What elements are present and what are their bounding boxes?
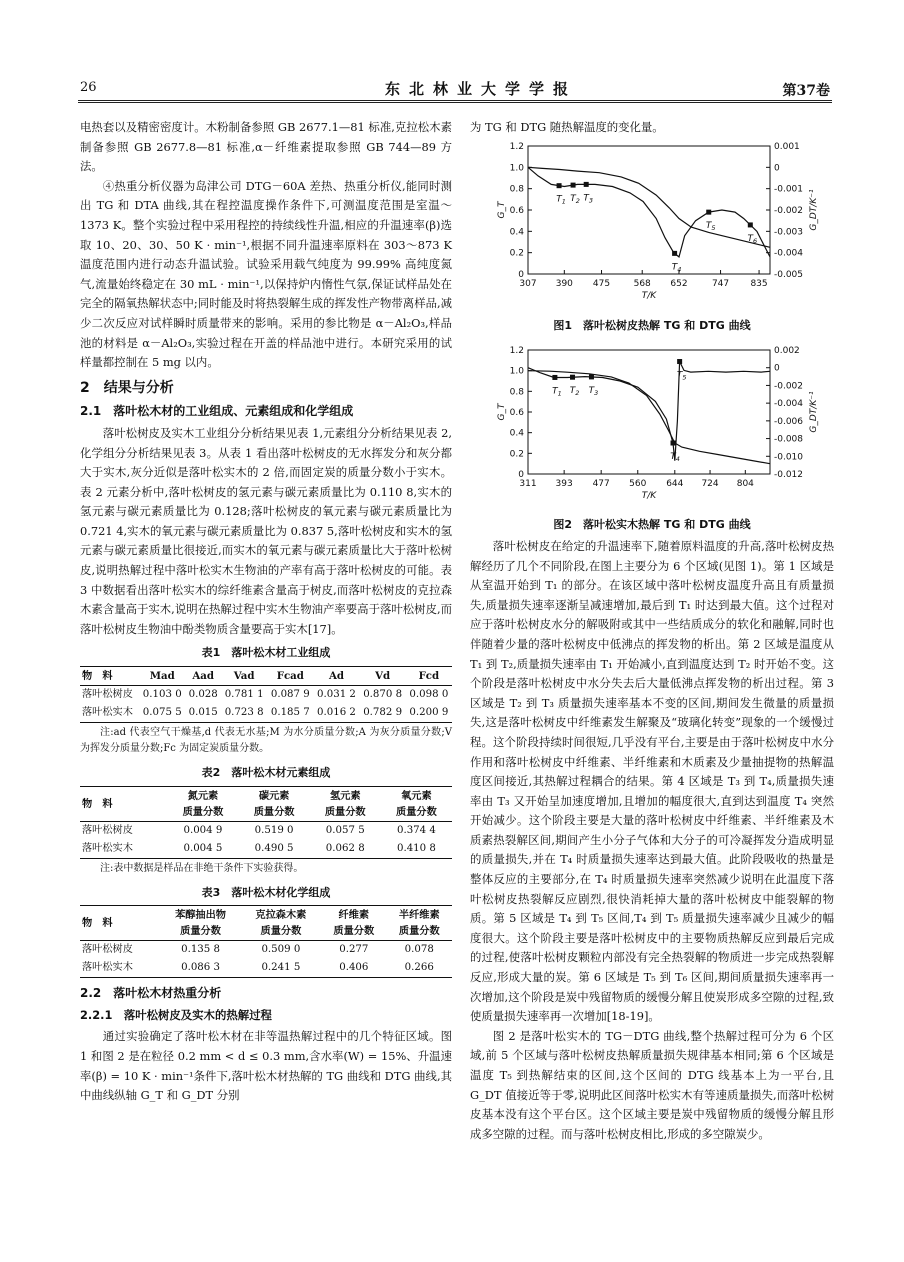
table1-header: Fcd <box>406 667 452 686</box>
journal-title: 东北林业大学学报 <box>385 80 578 98</box>
y2-tick-label: 0.002 <box>774 345 800 356</box>
series-line-tg <box>528 167 770 247</box>
y2-tick-label: 0 <box>774 363 780 374</box>
y2-tick-label: -0.010 <box>774 452 804 463</box>
y2-tick-label: -0.002 <box>774 381 804 392</box>
y2-tick-label: -0.005 <box>774 269 804 280</box>
table-cell: 0.490 5 <box>239 840 310 859</box>
stage-marker-t4 <box>672 250 677 255</box>
paragraph-composition: 落叶松树皮及实木工业组分分析结果见表 1,元素组分分析结果见表 2,化学组分分析结果见表 3。从表 1 看出落叶松树皮的无水挥发分和灰分都大于实木,灰分近似是落叶松实木的 2 倍,而固定炭的质量分数小于实木。表 2 元素分析中,落叶松树皮的氢元素与碳元素质量比为 0.110 8,实木的氢元素与碳元素质量比为 0.128;落叶松树皮的氧元素与碳元素质量比为 0.721 4,实木的氧元素与碳元素质量比为 0.837 5,落叶松树皮和实木的氢元素与碳元素质量比很接近,而实木的氧元素与碳元素质量比大于落叶松树皮,说明热解过程中落叶松实木生物油的产率有高于落叶松树皮的可能。表 3 中数据看出落叶松实木的综纤维素含量高于树皮,而落叶松树皮的克拉森木素含量高于实木,说明在热解过程中实木生物油产率要高于落叶松树皮,而落叶松树皮生物油中酚类物质含量要高于实木[17]。 <box>80 425 452 636</box>
table-row <box>80 941 452 960</box>
chart-wood-tg-dtg <box>470 342 834 507</box>
figure-2 <box>470 342 834 514</box>
table2-note: 注:表中数据是样品在非绝干条件下实验获得。 <box>100 862 304 874</box>
stage-marker-t1 <box>557 183 562 188</box>
table2-header: 氮元素 质量分数 <box>167 786 238 821</box>
chart-bark-tg-dtg <box>470 138 834 308</box>
y2-tick-label: -0.001 <box>774 184 804 195</box>
table-row <box>80 704 452 723</box>
table2-header: 氢元素 质量分数 <box>310 786 381 821</box>
table-chemical-composition <box>80 905 452 978</box>
table-cell: 落叶松树皮 <box>82 689 133 701</box>
x-axis-label: T/K <box>641 290 657 301</box>
y-tick-label: 0.2 <box>509 248 524 259</box>
page-number: 26 <box>80 80 97 95</box>
table-cell: 0.200 9 <box>406 704 452 723</box>
table1-header: Aad <box>185 667 221 686</box>
table-cell: 落叶松实木 <box>80 704 139 723</box>
x-tick-label: 724 <box>701 478 719 489</box>
x-tick-label: 307 <box>519 278 537 289</box>
table-cell: 0.004 9 <box>183 824 223 836</box>
y-tick-label: 0.4 <box>509 226 524 237</box>
table1-header: Fcad <box>267 667 313 686</box>
stage-marker-t5 <box>677 359 682 364</box>
x-tick-label: 747 <box>711 278 730 289</box>
table-cell: 0.782 9 <box>360 704 406 723</box>
table-cell: 0.016 2 <box>313 704 359 723</box>
table-cell: 0.135 8 <box>181 944 220 956</box>
table1-caption: 表1 落叶松木材工业组成 <box>201 646 331 660</box>
paragraph-thermal-instrument: ④热重分析仪器为岛津公司 DTG－60A 差热、热重分析仪,能同时测出 TG 和 DTA 曲线,其在程控温度操作条件下,可测温度范围是室温～1373 K。整个实验过程中采用程控的持续线性升温,相应的升温速率(β)选取 10、20、30、50 K · min⁻¹,根据不同升温速率原料在 303～873 K 温度范围内进行动态升温试验。试验采用载气纯度为 99.99% 高纯度氮气,流量始终稳定在 30 mL · min⁻¹,以保持炉内惰性气氛,保证试样品处在完全的隔氧热解状态中;同时能及时将热裂解生成的挥发性产物带离样品,减少二次反应对试样瞬时质量带来的影响。采用的参比物是 α－Al₂O₃,样品池的材料是 α－Al₂O₃,实验过程在开盖的样品池中进行。本研究采用的试样量都控制在 5 mg 以内。 <box>80 178 452 370</box>
stage-label-t1: $T_1$ <box>552 386 562 398</box>
x-axis-label: T/K <box>641 490 657 501</box>
y-tick-label: 1.0 <box>509 162 524 173</box>
table-cell: 0.185 7 <box>267 704 313 723</box>
table-cell: 0.086 3 <box>160 959 240 978</box>
table-cell: 0.031 2 <box>317 689 356 701</box>
table-cell: 0.103 0 <box>142 689 182 701</box>
paragraph-tg-intro: 通过实验确定了落叶松木材在非等温热解过程中的几个特征区域。图 1 和图 2 是在粒径 0.2 mm < d ≤ 0.3 mm,含水率(W) = 15%、升温速率(β) = 10 K · min⁻¹条件下,落叶松木材热解的 TG 曲线和 DTG 曲线,其中曲线纵轴 G_T 和 G_DT 分别 <box>80 1029 452 1103</box>
y-tick-label: 1.2 <box>509 141 524 152</box>
header-rule <box>78 100 832 101</box>
table-cell: 0.410 8 <box>381 840 452 859</box>
table-industrial-composition <box>80 666 452 723</box>
y2-tick-label: -0.006 <box>774 416 804 427</box>
stage-label-t1: $T_1$ <box>556 194 566 206</box>
table-cell: 0.057 5 <box>325 824 365 836</box>
table-cell: 0.406 <box>321 959 386 978</box>
table3-header: 物 料 <box>80 906 160 941</box>
stage-label-t6: $T_6$ <box>747 233 758 245</box>
x-tick-label: 644 <box>666 478 684 489</box>
series-line-dtg <box>528 167 770 257</box>
x-tick-label: 477 <box>592 478 610 489</box>
table3-header: 半纤维素 质量分数 <box>387 906 452 941</box>
series-line-dtg <box>528 361 770 460</box>
y2-tick-label: -0.004 <box>774 398 804 409</box>
table-cell: 0.266 <box>387 959 452 978</box>
table2-header: 物 料 <box>80 786 167 821</box>
table-cell: 0.870 8 <box>363 689 403 701</box>
y2-tick-label: -0.003 <box>774 226 804 237</box>
paragraph-wood-stages: 图 2 是落叶松实木的 TG－DTG 曲线,整个热解过程可分为 6 个区域,前 5 个区域与落叶松树皮热解质量损失规律基本相同;第 6 个区域是温度 T₅ 到热解结束的区间,这个区间的 DTG 线基本上为一平台,且 G_DT 值接近等于零,说明此区间落叶松实木有等速质量损失,而落叶松树皮基本没有这个平台区。这个区域主要是炭中残留物质的缓慢分解且形成多空隙的过程。而与落叶松树皮相比,形成的多空隙炭少。 <box>470 1028 834 1141</box>
subsubsection-heading-pyrolysis: 2.2.1 落叶松树皮及实木的热解过程 <box>80 1007 272 1022</box>
table-cell: 0.374 4 <box>396 824 436 836</box>
stage-marker-t2 <box>570 374 575 379</box>
y-tick-label: 0.8 <box>509 184 524 195</box>
stage-marker-t3 <box>584 181 589 186</box>
table2-caption: 表2 落叶松木材元素组成 <box>201 766 331 780</box>
table-cell: 0.004 5 <box>167 840 238 859</box>
table3-header: 纤维素 质量分数 <box>321 906 386 941</box>
y2-axis-label: G_DT/K⁻¹ <box>809 188 819 231</box>
table1-header: Vad <box>221 667 267 686</box>
series-line-tg <box>528 370 770 463</box>
header-rule-2 <box>78 102 832 103</box>
stage-marker-t5 <box>706 209 711 214</box>
table-cell: 0.075 5 <box>139 704 185 723</box>
x-tick-label: 311 <box>519 478 537 489</box>
stage-label-t5: $T_5$ <box>676 370 687 382</box>
x-tick-label: 835 <box>750 278 768 289</box>
table1-header: 物 料 <box>80 667 139 686</box>
paragraph-methods-end: 电热套以及精密密度计。木粉制备参照 GB 2677.1—81 标准,克拉松木素制备参照 GB 2677.8—81 标准,α－纤维素提取参照 GB 744—89 方法。 <box>80 120 452 174</box>
section-heading-results: 2 结果与分析 <box>80 379 174 396</box>
table-cell: 落叶松实木 <box>80 840 167 859</box>
y-tick-label: 0.8 <box>509 387 524 398</box>
table-row <box>80 840 452 859</box>
paragraph-tg-intro-cont: 为 TG 和 DTG 随热解温度的变化量。 <box>470 120 664 134</box>
stage-label-t4: $T_4$ <box>671 261 682 273</box>
table-cell: 0.781 1 <box>224 689 264 701</box>
table3-caption: 表3 落叶松木材化学组成 <box>201 885 331 899</box>
y2-tick-label: 0 <box>774 162 780 173</box>
table-cell: 0.015 <box>185 704 221 723</box>
stage-marker-t2 <box>571 182 576 187</box>
volume-label: 第37卷 <box>782 83 830 99</box>
subsection-heading-thermogravimetry: 2.2 落叶松木材热重分析 <box>80 986 222 1001</box>
table-cell: 0.277 <box>339 944 369 956</box>
stage-label-t2: $T_2$ <box>570 193 580 205</box>
table-cell: 0.098 0 <box>409 689 449 701</box>
y-tick-label: 0.4 <box>509 428 524 439</box>
y-tick-label: 1.2 <box>509 345 524 356</box>
y2-tick-label: -0.012 <box>774 469 804 480</box>
y2-tick-label: -0.002 <box>774 205 804 216</box>
x-tick-label: 475 <box>592 278 611 289</box>
stage-label-t3: $T_3$ <box>583 192 594 204</box>
table-cell: 0.028 <box>188 689 218 701</box>
table3-header: 克拉森木素 质量分数 <box>241 906 321 941</box>
y2-tick-label: -0.004 <box>774 248 804 259</box>
figure1-caption: 图1 落叶松树皮热解 TG 和 DTG 曲线 <box>553 319 751 333</box>
y-tick-label: 0 <box>518 269 524 280</box>
subsection-heading-composition: 2.1 落叶松木材的工业组成、元素组成和化学组成 <box>80 404 354 419</box>
table2-header: 氧元素 质量分数 <box>381 786 452 821</box>
table-cell: 0.078 <box>404 944 434 956</box>
plot-frame <box>528 350 770 474</box>
x-tick-label: 393 <box>555 478 573 489</box>
table-cell: 0.723 8 <box>221 704 267 723</box>
y-axis-label: G_T <box>497 201 507 219</box>
figure-1 <box>470 138 834 315</box>
y-tick-label: 0.6 <box>509 407 524 418</box>
stage-marker-t1 <box>552 375 557 380</box>
stage-label-t5: $T_5$ <box>705 220 716 232</box>
table3-header: 苯醇抽出物 质量分数 <box>160 906 240 941</box>
y-tick-label: 0.6 <box>509 205 524 216</box>
stage-marker-t4 <box>671 440 676 445</box>
table2-header: 碳元素 质量分数 <box>239 786 310 821</box>
stage-marker-t3 <box>589 374 594 379</box>
y-tick-label: 0.2 <box>509 449 524 460</box>
table-cell: 0.087 9 <box>270 689 310 701</box>
y2-tick-label: 0.001 <box>774 141 800 152</box>
y-tick-label: 1.0 <box>509 366 524 377</box>
stage-label-t4: $T_4$ <box>670 451 680 463</box>
figure2-caption: 图2 落叶松实木热解 TG 和 DTG 曲线 <box>553 518 751 532</box>
y2-tick-label: -0.008 <box>774 434 804 445</box>
table-cell: 落叶松实木 <box>80 959 160 978</box>
x-tick-label: 652 <box>670 278 688 289</box>
table-row <box>80 821 452 840</box>
table-cell: 0.509 0 <box>261 944 301 956</box>
table1-header: Ad <box>313 667 359 686</box>
x-tick-label: 804 <box>736 478 754 489</box>
x-tick-label: 390 <box>555 278 573 289</box>
stage-label-t3: $T_3$ <box>588 385 599 397</box>
table-cell: 0.519 0 <box>254 824 294 836</box>
table1-header: Mad <box>139 667 185 686</box>
left-column <box>80 118 452 1106</box>
table-element-composition <box>80 786 452 859</box>
table1-note: 注:ad 代表空气干燥基,d 代表无水基;M 为水分质量分数;A 为灰分质量分数;V 为挥发分质量分数;Fc 为固定炭质量分数。 <box>80 727 452 755</box>
x-tick-label: 568 <box>633 278 651 289</box>
table-cell: 0.241 5 <box>241 959 321 978</box>
table-row <box>80 959 452 978</box>
y-axis-label: G_T <box>497 403 507 421</box>
y2-axis-label: G_DT/K⁻¹ <box>809 391 819 433</box>
table-cell: 落叶松树皮 <box>82 944 133 956</box>
table-row <box>80 686 452 705</box>
y-tick-label: 0 <box>518 469 524 480</box>
paragraph-bark-stages: 落叶松树皮在给定的升温速率下,随着原料温度的升高,落叶松树皮热解经历了几个不同阶段,在图上主要分为 6 个区域(见图 1)。第 1 区域是从室温开始到 T₁ 的部分。在该区域中落叶松树皮温度升高且有质量损失,质量损失速率逐渐呈减速增加,最后到 T₁ 时达到最大值。这个过程对应于落叶松树皮水分的解吸附或其中一些结质成分的软化和融解,同时也伴随着少量的落叶松树皮中低沸点的挥发物的析出。第 2 区域是温度从 T₁ 到 T₂,质量损失速率由 T₁ 开始减小,直到温度达到 T₂ 时开始不变。这个阶段是落叶松树皮中水分失去后大量低沸点挥发物的析出过程。第 3 区域是 T₂ 到 T₃ 质量损失速率基本不变的区间,期间发生微量的质量损失,这是落叶松树皮中纤维素发生解聚及“玻璃化转变”现象的一个缓慢过程。这个阶段持续时间很短,几乎没有平台,主要是由于落叶松树皮中水分作用和落叶松树皮中纤维素、半纤维素和木质素及少量抽提物的热解温度区间接近,其热解过程耦合的结果。第 4 区域是 T₃ 到 T₄,质量损失速率由 T₃ 又开始呈加速度增加,且增加的幅度很大,直到达到温度 T₄ 突然开始减少。这个阶段主要是大量的落叶松树皮中纤维素、半纤维素及木质素热裂解区间,期间产生小分子气体和大分子的可冷凝挥发分造成明显的质量损失,并在 T₄ 时质量损失速率达到最大值。此阶段吸收的热量是整体反应的主要部分,在 T₄ 时质量损失速率突然减少说明在此温度下落叶松树皮热裂解反应剧烈,很快消耗掉大量的落叶松树皮中能裂解的物质。第 5 区域是 T₄ 到 T₅ 区间,T₄ 到 T₅ 质量损失速率减少且减少的幅度很大。这个阶段主要是落叶松树皮中的主要物质热解反应到最后完成的过程,使落叶松树皮颗粒内部没有完全热裂解的物质进一步完成热裂解反应,形成大量的炭。第 6 区域是 T₅ 到 T₆ 区间,期间质量损失速率再一次增加,这个阶段是炭中残留物质的缓慢分解且使炭形成多空隙的过程,致使质量损失速率再一次增加[18-19]。 <box>470 538 834 1024</box>
stage-label-t2: $T_2$ <box>569 385 580 397</box>
table1-header: Vd <box>360 667 406 686</box>
x-tick-label: 560 <box>629 478 647 489</box>
right-column <box>470 118 834 1144</box>
table-cell: 0.062 8 <box>310 840 381 859</box>
table-cell: 落叶松树皮 <box>82 824 133 836</box>
stage-marker-t6 <box>748 222 753 227</box>
